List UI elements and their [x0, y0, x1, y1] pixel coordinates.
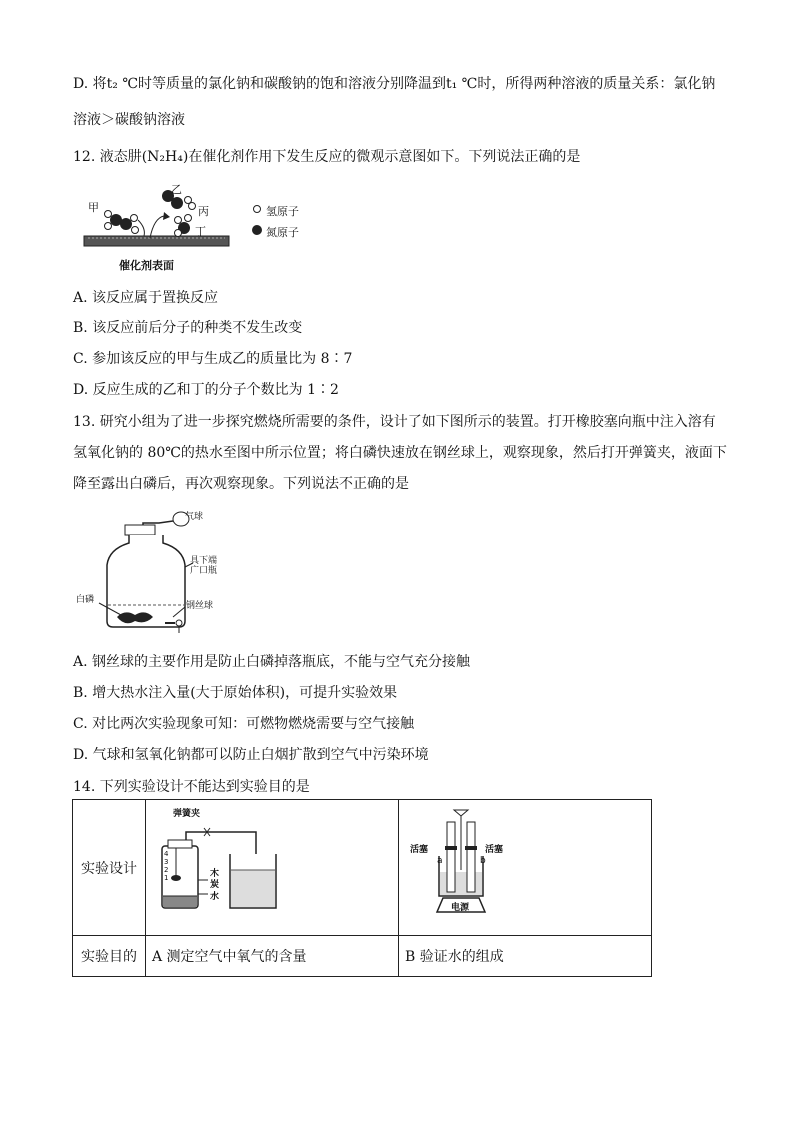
q14-figure-b-stopper-right: 活塞	[485, 845, 504, 855]
q13-option-b: B. 增大热水注入量(大于原始体积)，可提升实验效果	[73, 685, 398, 701]
q13-stem-line2: 氢氧化钠的 80℃的热水至图中所示位置；将白磷快速放在钢丝球上，观察现象，然后打开弹簧夹，液面下	[73, 445, 727, 461]
q12-stem: 12. 液态肼(N₂H₄)在催化剂作用下发生反应的微观示意图如下。下列说法正确的是	[73, 149, 581, 165]
q12-label-bing: 丙	[198, 205, 209, 218]
q12-label-yi: 乙	[171, 183, 182, 196]
q13-label-bottle-line1: 具下端	[190, 556, 218, 566]
q13-label-white-phosphorus: 白磷	[76, 595, 95, 605]
q14-figure-b-label-a: a	[437, 856, 443, 866]
q14-stem: 14. 下列实验设计不能达到实验目的是	[73, 779, 310, 795]
q14-figure-a-charcoal-label: 炭	[210, 880, 220, 890]
q12-option-d: D. 反应生成的乙和丁的分子个数比为 1∶2	[73, 382, 339, 398]
q14-figure-a-mark: 4	[164, 850, 169, 858]
q14-figure-b-label-b: b	[480, 856, 486, 866]
q14-figure-b-power-label: 电源	[451, 903, 470, 913]
q14-cell-figure-b	[399, 800, 652, 936]
q13-option-d: D. 气球和氢氧化钠都可以防止白烟扩散到空气中污染环境	[73, 747, 429, 763]
q13-stem-line3: 降至露出白磷后，再次观察现象。下列说法不正确的是	[73, 476, 409, 492]
q12-legend-hydrogen: 氢原子	[266, 205, 299, 218]
q12-option-a: A. 该反应属于置换反应	[73, 290, 219, 306]
q14-row-goal	[73, 936, 652, 977]
q14-figure-a-mark: 1	[164, 874, 169, 882]
q14-figure-a-clamp-label: 弹簧夹	[173, 809, 201, 819]
q13-option-a: A. 钢丝球的主要作用是防止白磷掉落瓶底，不能与空气充分接触	[73, 654, 471, 670]
q14-table	[72, 799, 652, 977]
q12-legend-nitrogen: 氮原子	[266, 226, 299, 239]
q14-figure-a-wood-label: 木	[210, 869, 220, 879]
q14-figure-a-water-label: 水	[210, 892, 220, 902]
q14-figure-b-electrolysis	[399, 800, 651, 935]
q12-label-jia: 甲	[88, 201, 99, 214]
q14-row-design	[73, 800, 652, 936]
q14-header-design: 实验设计	[73, 800, 146, 936]
q13-label-bottle	[190, 556, 217, 576]
q13-apparatus-figure	[95, 505, 245, 635]
q11-option-d-line1: D. 将t₂ ℃时等质量的氯化钠和碳酸钠的饱和溶液分别降温到t₁ ℃时，所得两种溶液的质量关系：氯化钠	[73, 76, 716, 92]
q13-stem-line1: 13. 研究小组为了进一步探究燃烧所需要的条件，设计了如下图所示的装置。打开橡胶塞向瓶中注入溶有	[73, 414, 716, 430]
q14-figure-a-mark: 3	[164, 858, 169, 866]
q13-label-bottle-line2: 广口瓶	[190, 566, 218, 576]
q12-option-c: C. 参加该反应的甲与生成乙的质量比为 8∶7	[73, 351, 353, 367]
q14-goal-b: B 验证水的组成	[399, 936, 652, 977]
q14-figure-a-apparatus	[146, 800, 398, 935]
q13-label-steel-ball: 钢丝球	[186, 601, 214, 611]
q13-label-balloon: 气球	[185, 512, 204, 522]
q12-catalyst-surface-label: 催化剂表面	[119, 259, 174, 272]
q14-figure-b-stopper-left: 活塞	[410, 845, 429, 855]
q14-figure-a-scale	[164, 850, 168, 882]
q14-figure-a-mark: 2	[164, 866, 169, 874]
q12-label-ding: 丁	[195, 225, 206, 238]
q14-cell-figure-a	[146, 800, 399, 936]
q11-option-d-line2: 溶液＞碳酸钠溶液	[73, 112, 185, 128]
q12-option-b: B. 该反应前后分子的种类不发生改变	[73, 320, 303, 336]
q14-header-goal: 实验目的	[73, 936, 146, 977]
q13-option-c: C. 对比两次实验现象可知：可燃物燃烧需要与空气接触	[73, 716, 415, 732]
q14-goal-a: A 测定空气中氧气的含量	[146, 936, 399, 977]
